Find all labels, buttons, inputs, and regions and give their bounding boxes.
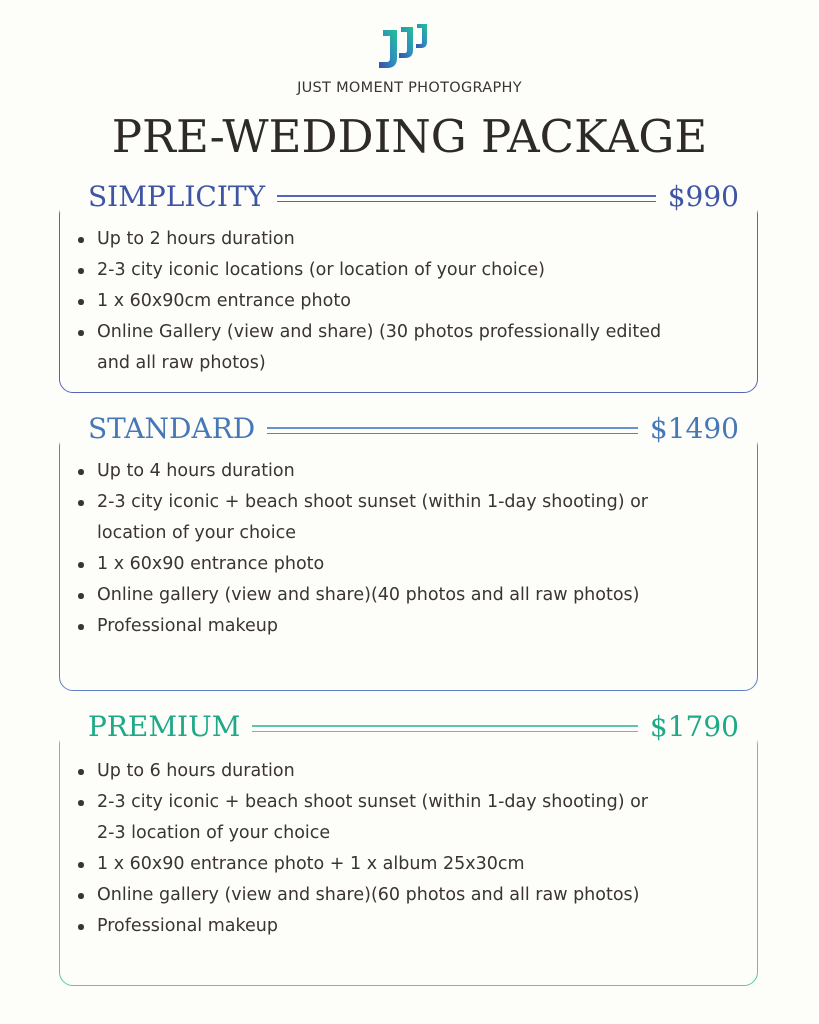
page-title: PRE-WEDDING PACKAGE [111,110,708,163]
feature-item: Online Gallery (view and share) (30 photos professionally edited and all raw photos) [60,317,757,379]
feature-item: Up to 6 hours duration [60,756,757,787]
package-price: $1790 [638,710,757,743]
package-name: STANDARD [60,412,267,445]
feature-item: Online gallery (view and share)(60 photos and all raw photos) [60,880,757,911]
feature-item: Up to 2 hours duration [60,224,757,255]
feature-item: Professional makeup [60,911,757,942]
feature-item: 2-3 city iconic + beach shoot sunset (within 1-day shooting) or location of your choice [60,487,757,549]
package-header [60,706,757,746]
package-name: SIMPLICITY [60,180,277,213]
package-price: $1490 [638,412,757,445]
feature-list [60,224,757,379]
divider [252,725,638,726]
package-card-standard [59,411,758,691]
feature-item: 2-3 city iconic locations (or location of your choice) [60,255,757,286]
feature-item: 1 x 60x90 entrance photo [60,549,757,580]
brand-logo-icon [377,22,433,72]
feature-item: 1 x 60x90 entrance photo + 1 x album 25x30cm [60,849,757,880]
feature-item: 2-3 city iconic + beach shoot sunset (within 1-day shooting) or 2-3 location of your choice [60,787,757,849]
feature-list [60,756,757,942]
divider [267,427,638,428]
feature-item: Professional makeup [60,611,757,642]
feature-list [60,456,757,642]
feature-item: Online gallery (view and share)(40 photos and all raw photos) [60,580,757,611]
package-price: $990 [656,180,757,213]
package-name: PREMIUM [60,710,252,743]
brand-name: JUST MOMENT PHOTOGRAPHY [297,80,522,96]
feature-item: 1 x 60x90cm entrance photo [60,286,757,317]
feature-item: Up to 4 hours duration [60,456,757,487]
package-header [60,408,757,448]
package-card-premium [59,709,758,986]
package-card-simplicity [59,179,758,393]
package-header [60,176,757,216]
divider [277,195,656,196]
